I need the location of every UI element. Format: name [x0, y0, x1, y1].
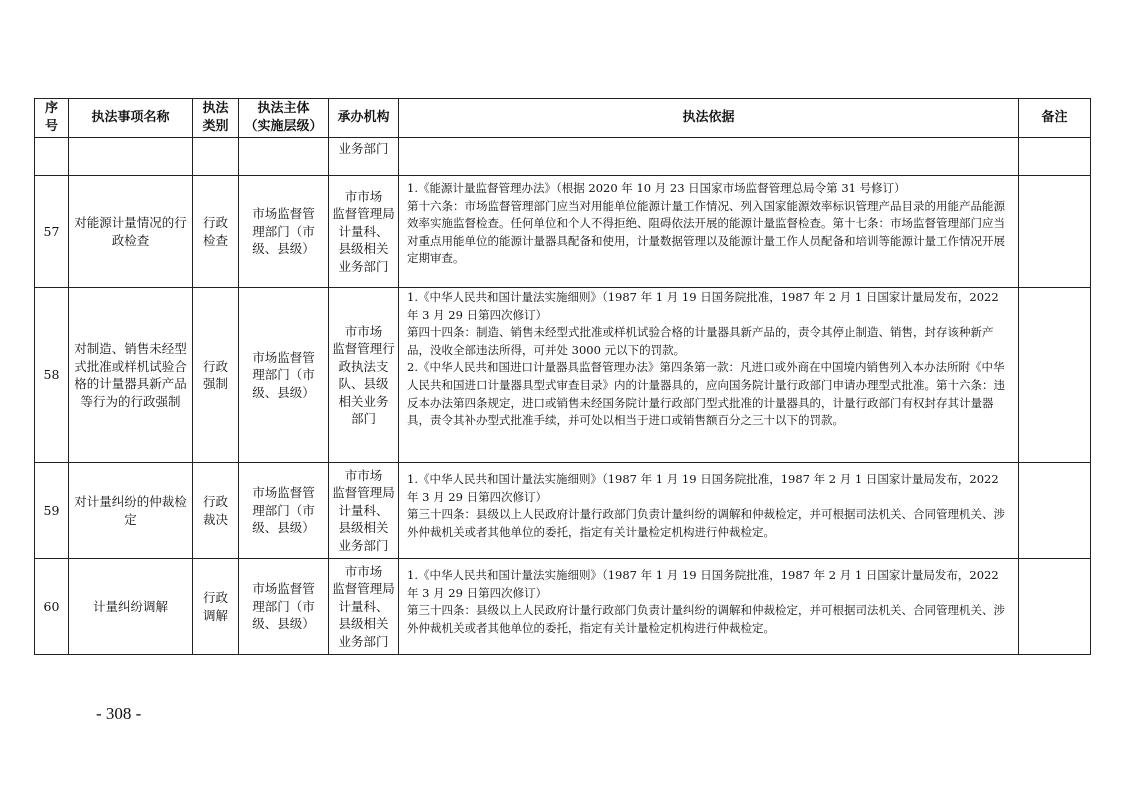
continuation-agency: 业务部门 — [329, 138, 399, 176]
continuation-row — [35, 138, 1091, 176]
row-basis: 1.《中华人民共和国计量法实施细则》（1987 年 1 月 19 日国务院批准，1987 年 2 月 1 日国家计量局发布，2022 年 3 月 29 日第四次修订） 第四十四条：制造、销售未经型式批准或样机试验合格的计量器具新产品的，责令其停止制造、销售，封存该种新产品，没收全部违法所得，可并处 3000 元以下的罚款。 2.《中华人民共和国进口计量器具监督管理办法》第四条第一款：凡进口或外商在中国境内销售列入本办法所附《中华人民共和国进口计量器具型式审查目录》内的计量器具的，应向国务院计量行政部门申请办理型式批准。第十六条：违反本办法第四条规定，进口或销售未经国务院计量行政部门型式批准的计量器具的，计量行政部门有权封存其计量器具，责令其补办型式批准手续，并可处以相当于进口或销售额百分之三十以下的罚款。 — [399, 288, 1019, 463]
table-header-row — [35, 99, 1091, 138]
row-category: 行政 检查 — [193, 176, 239, 288]
row-seq: 60 — [35, 559, 69, 655]
row-name: 对计量纠纷的仲裁检定 — [69, 463, 193, 559]
enforcement-table — [34, 98, 1091, 655]
row-agency: 市市场 监督管理局 计量科、 县级相关 业务部门 — [329, 559, 399, 655]
header-category: 执法 类别 — [193, 99, 239, 138]
row-name: 对能源计量情况的行政检查 — [69, 176, 193, 288]
row-agency: 市市场 监督管理行 政执法支 队、县级 相关业务 部门 — [329, 288, 399, 463]
row-agency: 市市场 监督管理局 计量科、 县级相关 业务部门 — [329, 176, 399, 288]
row-name: 计量纠纷调解 — [69, 559, 193, 655]
header-basis: 执法依据 — [399, 99, 1019, 138]
table-row — [35, 176, 1091, 288]
header-agency: 承办机构 — [329, 99, 399, 138]
row-category: 行政 裁决 — [193, 463, 239, 559]
header-subject: 执法主体 （实施层级） — [239, 99, 329, 138]
header-remark: 备注 — [1019, 99, 1091, 138]
row-basis: 1.《中华人民共和国计量法实施细则》（1987 年 1 月 19 日国务院批准，1987 年 2 月 1 日国家计量局发布，2022 年 3 月 29 日第四次修订） 第三十四条：县级以上人民政府计量行政部门负责计量纠纷的调解和仲裁检定，并可根据司法机关、合同管理机关、涉外仲裁机关或者其他单位的委托，指定有关计量检定机构进行仲裁检定。 — [399, 463, 1019, 559]
row-category: 行政 调解 — [193, 559, 239, 655]
row-name: 对制造、销售未经型式批准或样机试验合格的计量器具新产品等行为的行政强制 — [69, 288, 193, 463]
row-seq: 59 — [35, 463, 69, 559]
row-subject: 市场监督管 理部门（市 级、县级） — [239, 288, 329, 463]
page-number: - 308 - — [96, 704, 142, 723]
row-seq: 57 — [35, 176, 69, 288]
row-subject: 市场监督管 理部门（市 级、县级） — [239, 176, 329, 288]
row-subject: 市场监督管 理部门（市 级、县级） — [239, 559, 329, 655]
row-subject: 市场监督管 理部门（市 级、县级） — [239, 463, 329, 559]
header-name: 执法事项名称 — [69, 99, 193, 138]
row-remark — [1019, 288, 1091, 463]
header-seq: 序 号 — [35, 99, 69, 138]
row-category: 行政 强制 — [193, 288, 239, 463]
row-remark — [1019, 176, 1091, 288]
table-row — [35, 463, 1091, 559]
row-remark — [1019, 559, 1091, 655]
row-basis: 1.《能源计量监督管理办法》（根据 2020 年 10 月 23 日国家市场监督管理总局令第 31 号修订） 第十六条：市场监督管理部门应当对用能单位能源计量工作情况、列入国家能源效率标识管理产品目录的用能产品能源效率实施监督检查。任何单位和个人不得拒绝、阻碍依法开展的能源计量监督检查。第十七条：市场监督管理部门应当对重点用能单位的能源计量器具配备和使用，计量数据管理以及能源计量工作人员配备和培训等能源计量工作情况开展定期审查。 — [399, 176, 1019, 288]
row-remark — [1019, 463, 1091, 559]
row-seq: 58 — [35, 288, 69, 463]
row-basis: 1.《中华人民共和国计量法实施细则》（1987 年 1 月 19 日国务院批准，1987 年 2 月 1 日国家计量局发布，2022 年 3 月 29 日第四次修订） 第三十四条：县级以上人民政府计量行政部门负责计量纠纷的调解和仲裁检定，并可根据司法机关、合同管理机关、涉外仲裁机关或者其他单位的委托，指定有关计量检定机构进行仲裁检定。 — [399, 559, 1019, 655]
row-agency: 市市场 监督管理局 计量科、 县级相关 业务部门 — [329, 463, 399, 559]
table-row — [35, 559, 1091, 655]
table-row — [35, 288, 1091, 463]
